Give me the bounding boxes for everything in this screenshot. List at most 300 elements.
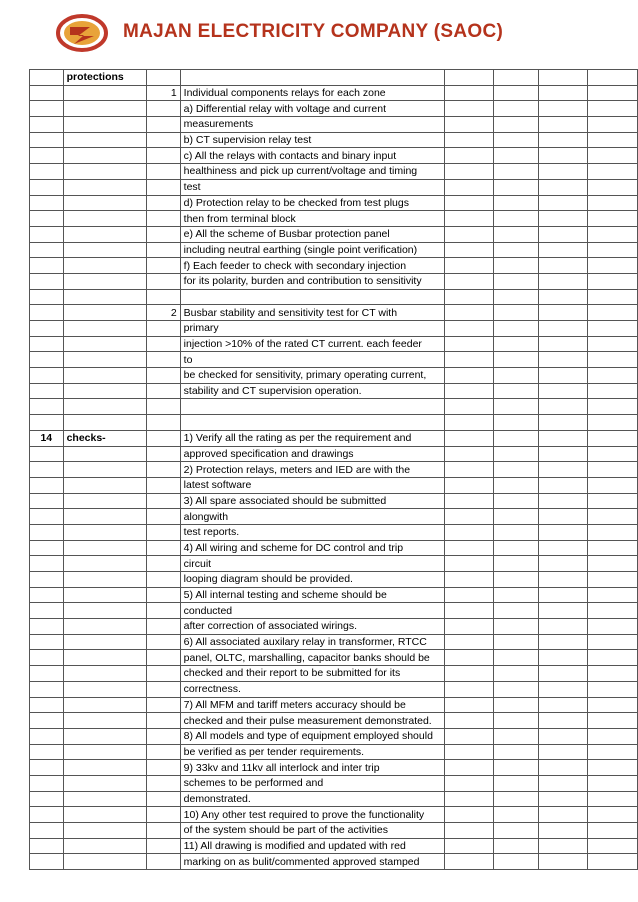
item-title: [63, 603, 146, 619]
blank-cell: [444, 289, 493, 305]
item-title: [63, 305, 146, 321]
table-row: [30, 179, 638, 195]
blank-cell: [493, 132, 538, 148]
description: for its polarity, burden and contribution to sensitivity: [180, 273, 444, 289]
blank-cell: [588, 666, 638, 682]
table-row: [30, 321, 638, 337]
row-number: [30, 854, 64, 870]
description: 1) Verify all the rating as per the requirement and: [180, 430, 444, 446]
table-row: [30, 713, 638, 729]
item-title: [63, 807, 146, 823]
blank-cell: [493, 321, 538, 337]
description: measurements: [180, 117, 444, 133]
blank-cell: [493, 352, 538, 368]
table-row: [30, 258, 638, 274]
blank-cell: [444, 760, 493, 776]
sub-number: [146, 148, 180, 164]
table-row: [30, 509, 638, 525]
row-number: [30, 807, 64, 823]
description: Busbar stability and sensitivity test for CT with: [180, 305, 444, 321]
row-number: [30, 415, 64, 431]
blank-cell: [588, 117, 638, 133]
row-number: [30, 697, 64, 713]
blank-cell: [588, 273, 638, 289]
blank-cell: [444, 556, 493, 572]
description: checked and their pulse measurement demonstrated.: [180, 713, 444, 729]
table-row: [30, 462, 638, 478]
item-title: [63, 462, 146, 478]
description: be checked for sensitivity, primary operating current,: [180, 368, 444, 384]
table-row: [30, 728, 638, 744]
blank-cell: [588, 258, 638, 274]
item-title: [63, 258, 146, 274]
blank-cell: [588, 352, 638, 368]
blank-cell: [539, 336, 588, 352]
blank-cell: [444, 430, 493, 446]
blank-cell: [539, 383, 588, 399]
blank-cell: [493, 305, 538, 321]
sub-number: [146, 101, 180, 117]
blank-cell: [539, 399, 588, 415]
item-title: [63, 446, 146, 462]
blank-cell: [588, 305, 638, 321]
sub-number: [146, 164, 180, 180]
blank-cell: [493, 666, 538, 682]
item-title: [63, 823, 146, 839]
blank-cell: [444, 352, 493, 368]
sub-number: [146, 258, 180, 274]
blank-cell: [588, 368, 638, 384]
blank-cell: [588, 336, 638, 352]
row-number: [30, 760, 64, 776]
sub-number: [146, 728, 180, 744]
blank-cell: [493, 791, 538, 807]
blank-cell: [539, 697, 588, 713]
blank-cell: [588, 823, 638, 839]
description: schemes to be performed and: [180, 775, 444, 791]
blank-cell: [539, 179, 588, 195]
sub-number: [146, 775, 180, 791]
sub-number: [146, 681, 180, 697]
row-number: [30, 666, 64, 682]
blank-cell: [444, 728, 493, 744]
blank-cell: [444, 179, 493, 195]
item-title: protections: [63, 70, 146, 86]
blank-cell: [444, 477, 493, 493]
table-row: [30, 807, 638, 823]
description: b) CT supervision relay test: [180, 132, 444, 148]
description: [180, 415, 444, 431]
sub-number: [146, 462, 180, 478]
table-row: [30, 352, 638, 368]
sub-number: [146, 572, 180, 588]
blank-cell: [539, 195, 588, 211]
item-title: [63, 289, 146, 305]
table-row: [30, 85, 638, 101]
table-row: [30, 666, 638, 682]
blank-cell: [539, 713, 588, 729]
blank-cell: [444, 650, 493, 666]
table-row: [30, 744, 638, 760]
blank-cell: [539, 540, 588, 556]
blank-cell: [493, 336, 538, 352]
item-title: [63, 368, 146, 384]
blank-cell: [444, 368, 493, 384]
blank-cell: [444, 258, 493, 274]
blank-cell: [493, 415, 538, 431]
blank-cell: [444, 744, 493, 760]
blank-cell: [539, 760, 588, 776]
item-title: [63, 195, 146, 211]
item-title: [63, 383, 146, 399]
blank-cell: [539, 226, 588, 242]
blank-cell: [493, 556, 538, 572]
blank-cell: [588, 634, 638, 650]
blank-cell: [493, 524, 538, 540]
blank-cell: [539, 117, 588, 133]
description: 5) All internal testing and scheme should be: [180, 587, 444, 603]
blank-cell: [588, 321, 638, 337]
item-title: [63, 117, 146, 133]
sub-number: [146, 524, 180, 540]
blank-cell: [444, 524, 493, 540]
blank-cell: [493, 697, 538, 713]
blank-cell: [444, 823, 493, 839]
blank-cell: [539, 572, 588, 588]
sub-number: [146, 352, 180, 368]
blank-cell: [588, 85, 638, 101]
table-row: [30, 164, 638, 180]
description: Individual components relays for each zone: [180, 85, 444, 101]
blank-cell: [539, 368, 588, 384]
item-title: [63, 697, 146, 713]
item-title: [63, 713, 146, 729]
row-number: [30, 540, 64, 556]
blank-cell: [444, 321, 493, 337]
description: c) All the relays with contacts and binary input: [180, 148, 444, 164]
blank-cell: [493, 619, 538, 635]
blank-cell: [444, 775, 493, 791]
blank-cell: [588, 728, 638, 744]
description: marking on as bulit/commented approved stamped: [180, 854, 444, 870]
description: of the system should be part of the activities: [180, 823, 444, 839]
sub-number: [146, 226, 180, 242]
blank-cell: [588, 838, 638, 854]
sub-number: [146, 242, 180, 258]
description: 3) All spare associated should be submitted: [180, 493, 444, 509]
item-title: [63, 493, 146, 509]
description: d) Protection relay to be checked from test plugs: [180, 195, 444, 211]
row-number: [30, 838, 64, 854]
blank-cell: [493, 70, 538, 86]
row-number: [30, 289, 64, 305]
blank-cell: [588, 697, 638, 713]
checklist-table: [29, 69, 638, 870]
blank-cell: [444, 70, 493, 86]
sub-number: 2: [146, 305, 180, 321]
description: 9) 33kv and 11kv all interlock and inter trip: [180, 760, 444, 776]
item-title: [63, 744, 146, 760]
blank-cell: [493, 430, 538, 446]
blank-cell: [539, 148, 588, 164]
table-row: [30, 70, 638, 86]
blank-cell: [588, 226, 638, 242]
sub-number: [146, 713, 180, 729]
sub-number: [146, 430, 180, 446]
description: be verified as per tender requirements.: [180, 744, 444, 760]
blank-cell: [588, 383, 638, 399]
blank-cell: [493, 713, 538, 729]
blank-cell: [444, 226, 493, 242]
sub-number: [146, 556, 180, 572]
sub-number: [146, 854, 180, 870]
item-title: [63, 148, 146, 164]
blank-cell: [539, 791, 588, 807]
blank-cell: [493, 368, 538, 384]
blank-cell: [493, 148, 538, 164]
blank-cell: [588, 242, 638, 258]
blank-cell: [539, 728, 588, 744]
description: 6) All associated auxilary relay in transformer, RTCC: [180, 634, 444, 650]
item-title: checks-: [63, 430, 146, 446]
blank-cell: [539, 258, 588, 274]
sub-number: [146, 697, 180, 713]
blank-cell: [493, 509, 538, 525]
blank-cell: [588, 713, 638, 729]
description: conducted: [180, 603, 444, 619]
blank-cell: [588, 289, 638, 305]
blank-cell: [539, 289, 588, 305]
sub-number: [146, 634, 180, 650]
blank-cell: [493, 854, 538, 870]
sub-number: [146, 540, 180, 556]
table-row: [30, 148, 638, 164]
table-row: [30, 399, 638, 415]
blank-cell: [493, 603, 538, 619]
row-number: [30, 85, 64, 101]
blank-cell: [493, 383, 538, 399]
table-row: [30, 603, 638, 619]
blank-cell: [588, 791, 638, 807]
description: latest software: [180, 477, 444, 493]
description: after correction of associated wirings.: [180, 619, 444, 635]
blank-cell: [539, 415, 588, 431]
table-row: [30, 775, 638, 791]
blank-cell: [539, 101, 588, 117]
blank-cell: [493, 462, 538, 478]
blank-cell: [539, 524, 588, 540]
row-number: [30, 509, 64, 525]
sub-number: [146, 619, 180, 635]
item-title: [63, 587, 146, 603]
description: test: [180, 179, 444, 195]
blank-cell: [444, 572, 493, 588]
row-number: [30, 713, 64, 729]
row-number: [30, 634, 64, 650]
blank-cell: [444, 619, 493, 635]
row-number: [30, 823, 64, 839]
blank-cell: [539, 556, 588, 572]
item-title: [63, 336, 146, 352]
sub-number: [146, 399, 180, 415]
description: 8) All models and type of equipment employed should: [180, 728, 444, 744]
row-number: [30, 650, 64, 666]
sub-number: [146, 383, 180, 399]
blank-cell: [539, 305, 588, 321]
description: looping diagram should be provided.: [180, 572, 444, 588]
blank-cell: [539, 509, 588, 525]
blank-cell: [588, 572, 638, 588]
table-row: [30, 305, 638, 321]
table-row: [30, 415, 638, 431]
sub-number: [146, 179, 180, 195]
blank-cell: [493, 211, 538, 227]
item-title: [63, 509, 146, 525]
table-row: [30, 524, 638, 540]
blank-cell: [588, 540, 638, 556]
page-header: [0, 0, 638, 68]
table-row: [30, 446, 638, 462]
blank-cell: [444, 493, 493, 509]
item-title: [63, 101, 146, 117]
blank-cell: [539, 477, 588, 493]
blank-cell: [588, 524, 638, 540]
blank-cell: [588, 399, 638, 415]
blank-cell: [444, 101, 493, 117]
row-number: [30, 321, 64, 337]
blank-cell: [493, 273, 538, 289]
sub-number: [146, 760, 180, 776]
description: to: [180, 352, 444, 368]
blank-cell: [493, 85, 538, 101]
blank-cell: [539, 352, 588, 368]
sub-number: [146, 132, 180, 148]
company-logo-icon: [56, 14, 108, 52]
item-title: [63, 728, 146, 744]
blank-cell: [493, 681, 538, 697]
description: approved specification and drawings: [180, 446, 444, 462]
description: panel, OLTC, marshalling, capacitor banks should be: [180, 650, 444, 666]
row-number: [30, 524, 64, 540]
blank-cell: [444, 838, 493, 854]
row-number: [30, 352, 64, 368]
row-number: [30, 70, 64, 86]
row-number: [30, 336, 64, 352]
blank-cell: [588, 509, 638, 525]
blank-cell: [444, 697, 493, 713]
table-row: [30, 572, 638, 588]
table-row: [30, 540, 638, 556]
description: [180, 70, 444, 86]
item-title: [63, 775, 146, 791]
blank-cell: [444, 509, 493, 525]
item-title: [63, 226, 146, 242]
description: then from terminal block: [180, 211, 444, 227]
blank-cell: [444, 791, 493, 807]
blank-cell: [588, 650, 638, 666]
blank-cell: [493, 477, 538, 493]
row-number: [30, 619, 64, 635]
row-number: [30, 791, 64, 807]
blank-cell: [588, 744, 638, 760]
description: 10) Any other test required to prove the functionality: [180, 807, 444, 823]
blank-cell: [588, 556, 638, 572]
blank-cell: [588, 807, 638, 823]
item-title: [63, 85, 146, 101]
blank-cell: [539, 619, 588, 635]
sub-number: [146, 823, 180, 839]
table-row: [30, 681, 638, 697]
table-row: [30, 650, 638, 666]
blank-cell: [493, 226, 538, 242]
blank-cell: [444, 713, 493, 729]
blank-cell: [539, 681, 588, 697]
sub-number: [146, 744, 180, 760]
blank-cell: [444, 336, 493, 352]
table-row: [30, 838, 638, 854]
blank-cell: [588, 462, 638, 478]
sub-number: [146, 211, 180, 227]
blank-cell: [539, 85, 588, 101]
blank-cell: [588, 101, 638, 117]
row-number: [30, 572, 64, 588]
blank-cell: [539, 650, 588, 666]
sub-number: [146, 493, 180, 509]
blank-cell: [493, 572, 538, 588]
blank-cell: [588, 195, 638, 211]
blank-cell: [539, 587, 588, 603]
blank-cell: [493, 242, 538, 258]
row-number: [30, 101, 64, 117]
blank-cell: [539, 70, 588, 86]
blank-cell: [539, 242, 588, 258]
item-title: [63, 791, 146, 807]
blank-cell: [444, 117, 493, 133]
description: f) Each feeder to check with secondary injection: [180, 258, 444, 274]
blank-cell: [588, 775, 638, 791]
table-row: [30, 587, 638, 603]
sub-number: [146, 791, 180, 807]
description: e) All the scheme of Busbar protection panel: [180, 226, 444, 242]
row-number: [30, 603, 64, 619]
item-title: [63, 211, 146, 227]
blank-cell: [588, 164, 638, 180]
blank-cell: [444, 242, 493, 258]
blank-cell: [493, 195, 538, 211]
sub-number: [146, 321, 180, 337]
row-number: [30, 273, 64, 289]
blank-cell: [493, 289, 538, 305]
row-number: [30, 477, 64, 493]
table-row: [30, 556, 638, 572]
blank-cell: [588, 415, 638, 431]
blank-cell: [539, 164, 588, 180]
table-row: [30, 854, 638, 870]
description: primary: [180, 321, 444, 337]
description: [180, 289, 444, 305]
row-number: [30, 744, 64, 760]
table-row: [30, 132, 638, 148]
row-number: [30, 258, 64, 274]
item-title: [63, 854, 146, 870]
row-number: [30, 305, 64, 321]
table-row: [30, 493, 638, 509]
table-row: [30, 242, 638, 258]
row-number: [30, 164, 64, 180]
description: 7) All MFM and tariff meters accuracy should be: [180, 697, 444, 713]
table-row: [30, 195, 638, 211]
row-number: [30, 383, 64, 399]
